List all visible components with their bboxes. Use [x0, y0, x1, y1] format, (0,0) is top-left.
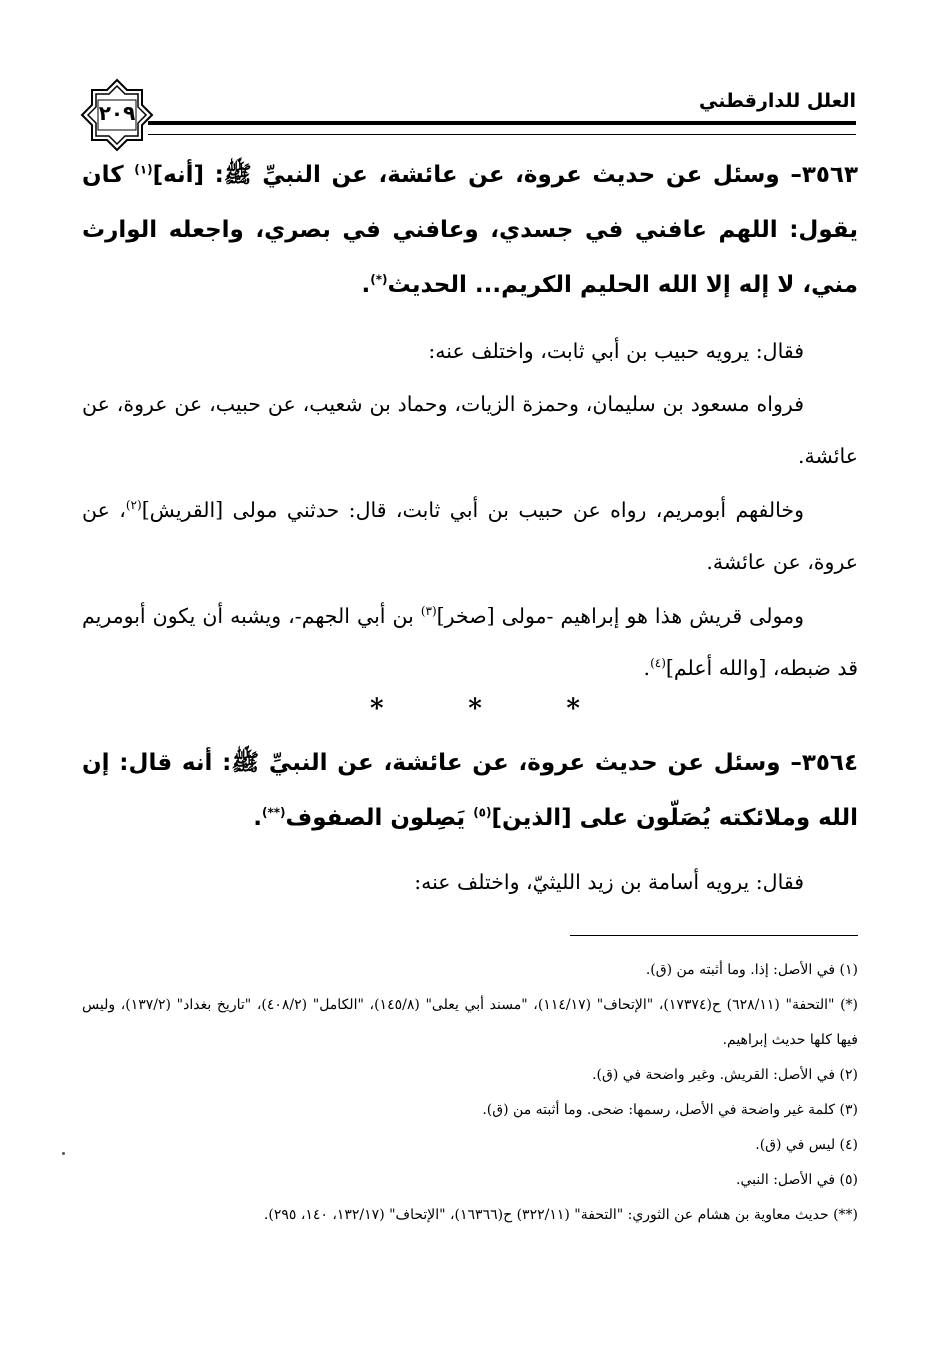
footnote-ref: (٥) [473, 805, 492, 820]
footnote-separator [570, 935, 858, 936]
header-rule [148, 121, 856, 135]
paragraph: فقال: يرويه حبيب بن أبي ثابت، واختلف عنه: [428, 339, 804, 363]
separator-star: * [566, 694, 580, 724]
footnote-ref: (٣) [420, 604, 437, 619]
footnote: (٣) كلمة غير واضحة في الأصل، رسمها: ضحى. وما أثبته من (ق). [482, 1102, 858, 1118]
footnote: (**) حديث معاوية بن هشام عن الثوري: "التحفة" (٣٢٢/١١) ح(١٦٣٦٦)، "الإتحاف" (١٣٢/١٧، ١٤٠، ٢٩٥). [263, 1207, 858, 1223]
section-separator [370, 694, 580, 724]
paragraph: فرواه مسعود بن سليمان، وحمزة الزيات، وحماد بن شعيب، عن حبيب، عن عروة، عن عائشة. [82, 392, 858, 468]
entry-number: ٣٥٦٣ [801, 162, 858, 188]
paragraph: ومولى قريش هذا هو إبراهيم -مولى [صخر]$^{(٣)}$ بن أبي الجهم-، ويشبه أن يكون أبومريم قد ضبطه، [والله أعلم]$^{(٤)}$. [82, 604, 858, 680]
footnote-ref: (**) [262, 805, 286, 820]
footnote-ref: (٢) [125, 498, 142, 513]
separator-star: * [468, 694, 482, 724]
page-number: ٢٠٩ [98, 101, 136, 125]
footnotes [82, 953, 858, 1233]
entry-3564: ٣٥٦٤– وسئل عن حديث عروة، عن عائشة، عن النبيِّ ﷺ: أنه قال: إن الله وملائكته يُصَلّون على [الذين]$^{(٥)}$ يَصِلون الصفوف(**). [82, 750, 858, 831]
footnote: (٥) في الأصل: النبي. [736, 1172, 858, 1188]
footnote: (٢) في الأصل: القريش. وغير واضحة في (ق). [592, 1067, 858, 1083]
footnote-ref: (١) [134, 162, 153, 177]
entry-number: ٣٥٦٤ [801, 750, 858, 776]
paragraph: فقال: يرويه أسامة بن زيد الليثيّ، واختلف عنه: [414, 870, 804, 894]
entry-3563: ٣٥٦٣– وسئل عن حديث عروة، عن عائشة، عن النبيِّ ﷺ: [أنه]$^{(١)}$ كان يقول: اللهم عافني في جسدي، وعافني في بصري، واجعله الوارث مني، لا إله إلا الله الحليم الكريم... الحديث(*). [82, 162, 858, 298]
running-header-title: العلل للدارقطني [699, 90, 856, 112]
footnote: (٤) ليس في (ق). [755, 1137, 858, 1153]
scan-speck [62, 1152, 65, 1155]
footnote: (١) في الأصل: إذا. وما أثبته من (ق). [645, 962, 858, 978]
footnote: (*) "التحفة" (٦٢٨/١١) ح(١٧٣٧٤)، "الإتحاف" (١١٤/١٧)، "مسند أبي يعلى" (١٤٥/٨)، "الكامل" (٤٠٨/٢)، "تاريخ بغداد" (١٣٧/٢)، وليس فيها كلها حديث إبراهيم. [82, 997, 859, 1048]
footnote-ref: (٤) [650, 656, 666, 671]
paragraph: وخالفهم أبومريم، رواه عن حبيب بن أبي ثابت، قال: حدثني مولى [القريش]$^{(٢)}$، عن عروة، عن عائشة. [82, 498, 858, 574]
separator-star: * [370, 694, 384, 724]
footnote-ref: (*) [370, 272, 388, 287]
